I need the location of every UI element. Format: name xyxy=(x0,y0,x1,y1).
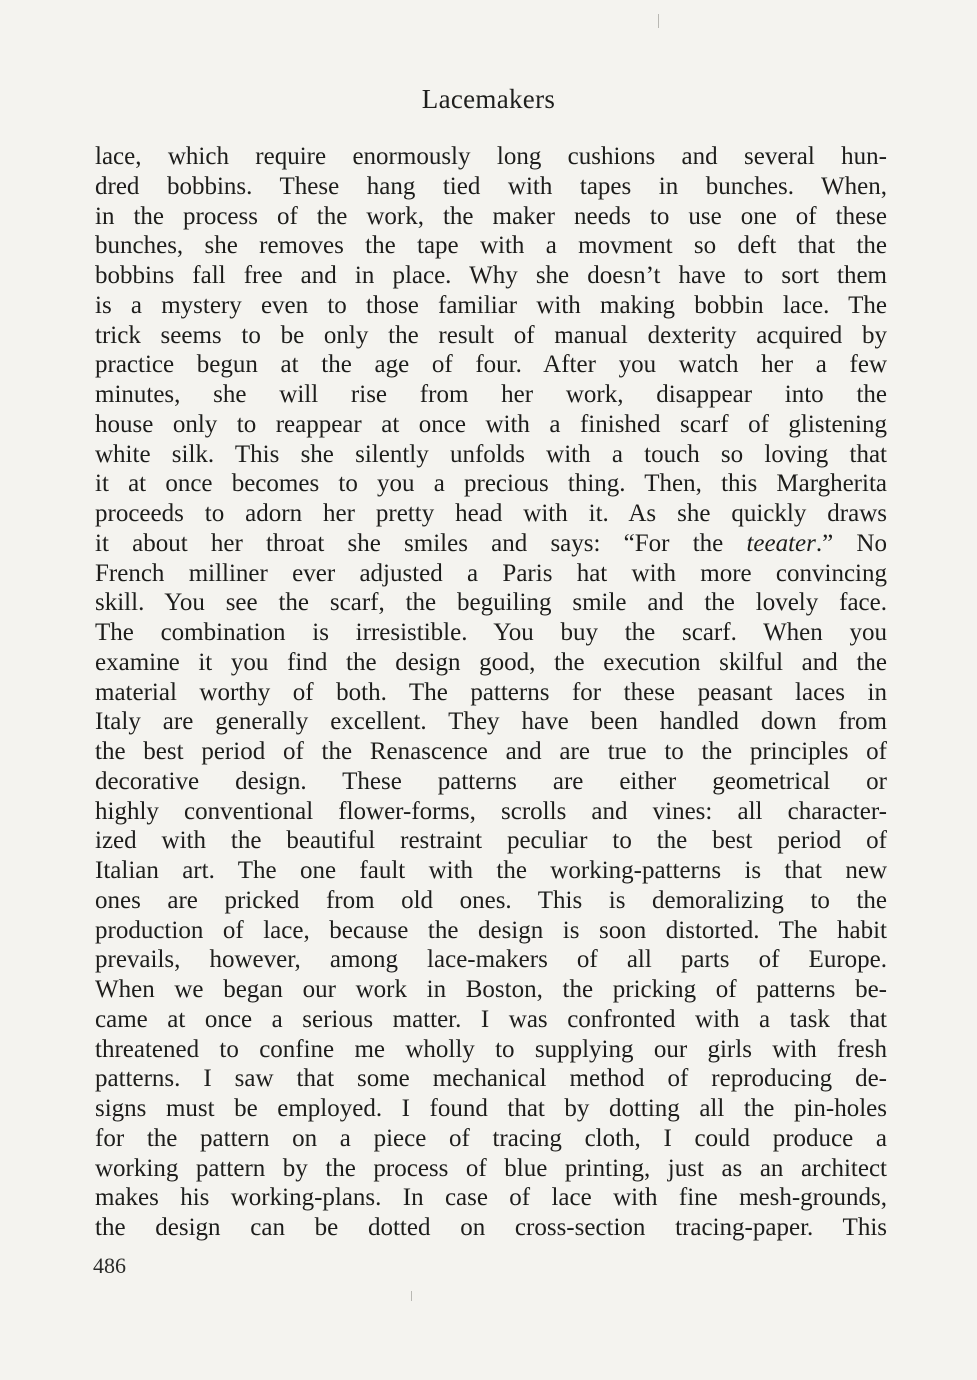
text-line: dred bobbins. These hang tied with tapes in bunches. When, xyxy=(95,172,887,200)
text-line: working pattern by the process of blue printing, just as an architect xyxy=(95,1154,887,1182)
text-line: Italian art. The one fault with the working-patterns is that new xyxy=(95,857,887,884)
text-line: the best period of the Renascence and are true to the principles of xyxy=(95,738,887,765)
text-line: ones are pricked from old ones. This is demoralizing to the xyxy=(95,886,887,914)
italic-word: teeater xyxy=(746,529,816,557)
text-line: threatened to confine me wholly to supplying our girls with fresh xyxy=(95,1035,887,1063)
text-line: proceeds to adorn her pretty head with it. As she quickly draws xyxy=(95,500,887,527)
text-line: material worthy of both. The patterns for these peasant laces in xyxy=(95,678,887,706)
text-line: the design can be dotted on cross-section tracing-paper. This xyxy=(95,1214,887,1241)
text-line: makes his working-plans. In case of lace with fine mesh-grounds, xyxy=(95,1184,887,1212)
text-line: house only to reappear at once with a finished scarf of glistening xyxy=(95,410,887,438)
text-line: for the pattern on a piece of tracing cloth, I could produce a xyxy=(95,1124,887,1152)
text-line: patterns. I saw that some mechanical method of reproducing de- xyxy=(95,1065,887,1093)
running-head: Lacemakers xyxy=(421,84,556,114)
text-line: skill. You see the scarf, the beguiling smile and the lovely face. xyxy=(95,589,887,617)
text-line: bunches, she removes the tape with a movment so deft that the xyxy=(95,232,887,260)
text-line: trick seems to be only the result of manual dexterity acquired by xyxy=(95,321,887,349)
paper-mark xyxy=(411,1291,412,1301)
text-line: highly conventional flower-forms, scrolls and vines: all character- xyxy=(95,797,887,825)
page-number: 486 xyxy=(93,1253,126,1278)
text-line: is a mystery even to those familiar with making bobbin lace. The xyxy=(95,291,887,319)
text-line: signs must be employed. I found that by dotting all the pin-holes xyxy=(95,1095,887,1122)
text-line: prevails, however, among lace-makers of all parts of Europe. xyxy=(95,946,887,974)
text-line: ized with the beautiful restraint peculiar to the best period of xyxy=(95,827,887,855)
text-line: it at once becomes to you a precious thing. Then, this Margherita xyxy=(95,470,887,498)
text-line: white silk. This she silently unfolds with a touch so loving that xyxy=(95,440,887,468)
text-line: When we began our work in Boston, the pricking of patterns be- xyxy=(95,976,887,1003)
text-line: minutes, she will rise from her work, disappear into the xyxy=(95,381,887,408)
text-line: The combination is irresistible. You buy the scarf. When you xyxy=(95,619,887,646)
text-line: production of lace, because the design is soon distorted. The habit xyxy=(95,916,887,944)
text-line: lace, which require enormously long cushions and several hun- xyxy=(95,143,887,170)
text-line: examine it you find the design good, the execution skilful and the xyxy=(95,648,887,676)
text-line: in the process of the work, the maker needs to use one of these xyxy=(95,202,887,230)
text-line: Italy are generally excellent. They have been handled down from xyxy=(95,708,887,736)
text-line: it about her throat she smiles and says: “For the teeater.” No xyxy=(95,529,887,557)
body-text xyxy=(95,142,887,1243)
text-line: decorative design. These patterns are either geometrical or xyxy=(95,767,887,795)
text-line: bobbins fall free and in place. Why she doesn’t have to sort them xyxy=(95,262,887,289)
paper-mark xyxy=(658,14,659,28)
text-line: French milliner ever adjusted a Paris hat with more convincing xyxy=(95,559,887,587)
text-line: practice begun at the age of four. After you watch her a few xyxy=(95,351,887,379)
text-line: came at once a serious matter. I was confronted with a task that xyxy=(95,1005,887,1033)
